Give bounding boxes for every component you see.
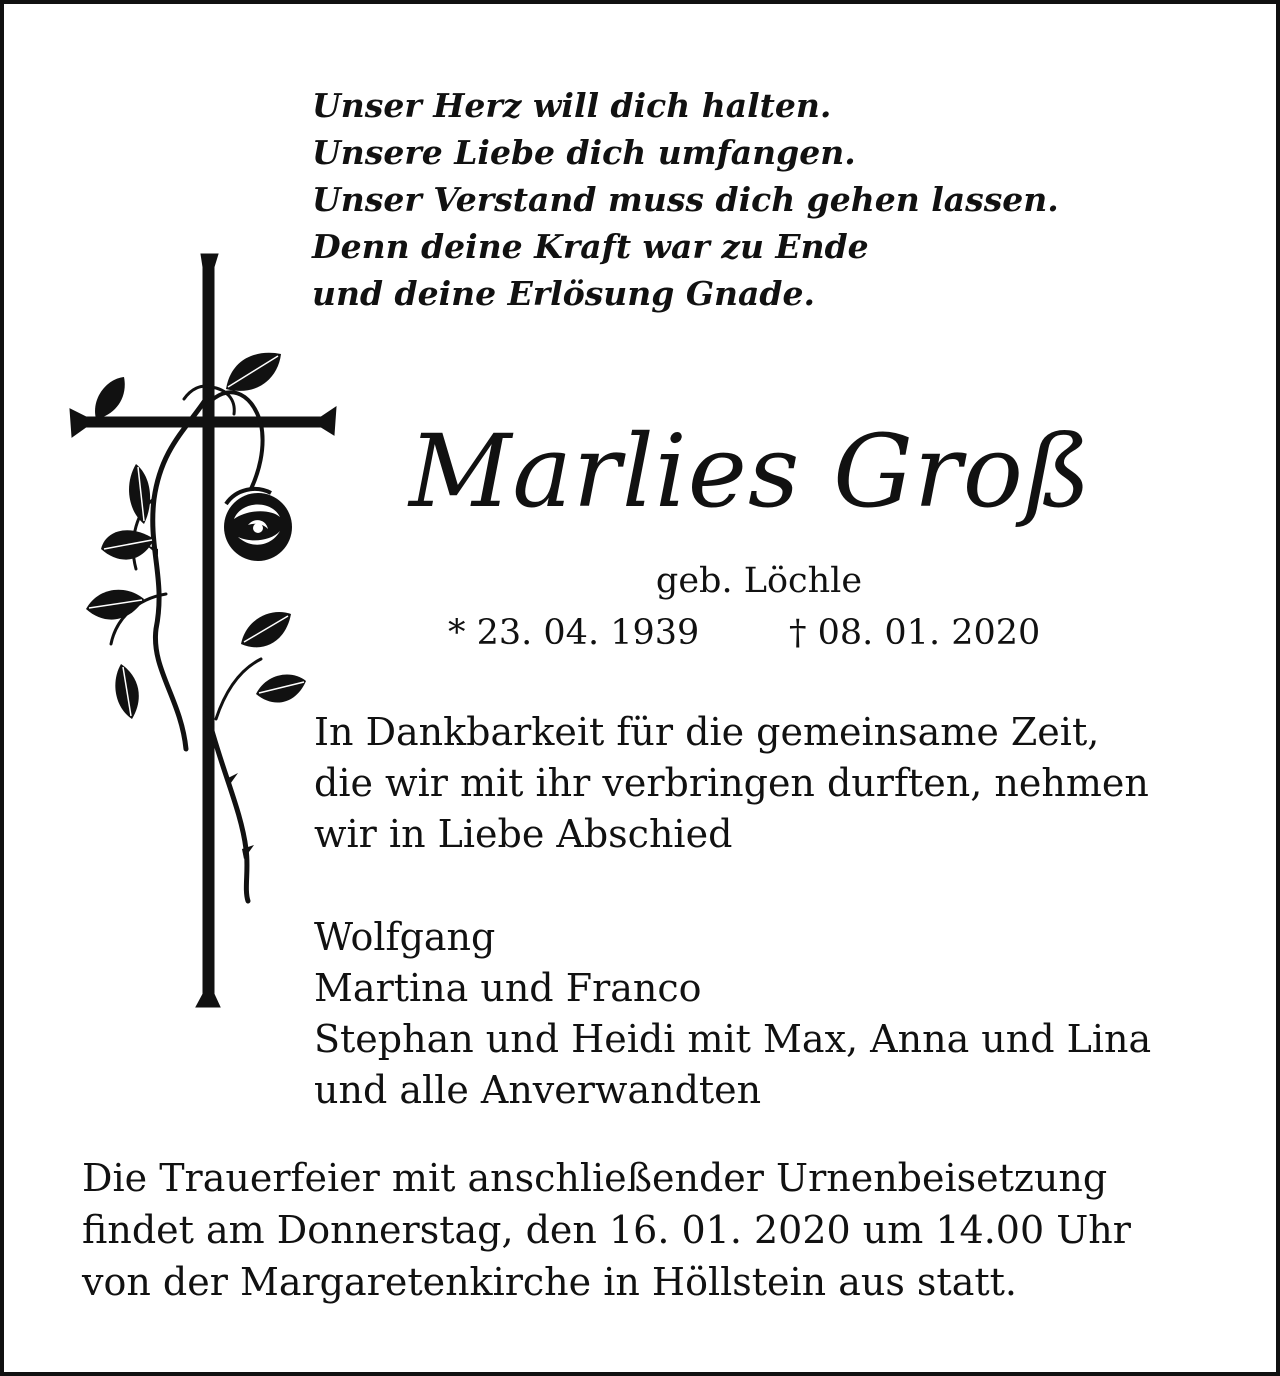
poem-line: Denn deine Kraft war zu Ende: [312, 227, 869, 266]
death-date: † 08. 01. 2020: [789, 613, 1041, 653]
ceremony-announcement: [82, 1152, 1232, 1308]
poem: [312, 82, 1212, 317]
life-dates: [434, 607, 1094, 659]
maiden-name: geb. Löchle: [655, 561, 863, 601]
cross-with-rose-icon: [66, 249, 346, 1014]
thanks-line: In Dankbarkeit für die gemeinsame Zeit,: [314, 710, 1100, 754]
poem-line: Unser Verstand muss dich gehen lassen.: [312, 180, 1059, 219]
family-line: Martina und Franco: [314, 966, 702, 1010]
deceased-name: Marlies Groß: [409, 413, 1092, 530]
family-line: und alle Anverwandten: [314, 1068, 762, 1112]
ceremony-line: von der Margaretenkirche in Höllstein aus statt.: [82, 1260, 1017, 1304]
thanks-paragraph: [314, 707, 1234, 860]
ceremony-line: Die Trauerfeier mit anschließender Urnenbeisetzung: [82, 1156, 1108, 1200]
poem-line: und deine Erlösung Gnade.: [312, 274, 815, 313]
family-line: Wolfgang: [314, 915, 496, 959]
poem-line: Unsere Liebe dich umfangen.: [312, 133, 856, 172]
ceremony-line: findet am Donnerstag, den 16. 01. 2020 um 14.00 Uhr: [82, 1208, 1131, 1252]
family-line: Stephan und Heidi mit Max, Anna und Lina: [314, 1017, 1152, 1061]
thanks-line: die wir mit ihr verbringen durften, nehmen: [314, 761, 1149, 805]
birth-date: * 23. 04. 1939: [448, 613, 700, 653]
poem-line: Unser Herz will dich halten.: [312, 86, 832, 125]
family-list: [314, 912, 1244, 1116]
thanks-line: wir in Liebe Abschied: [314, 812, 733, 856]
